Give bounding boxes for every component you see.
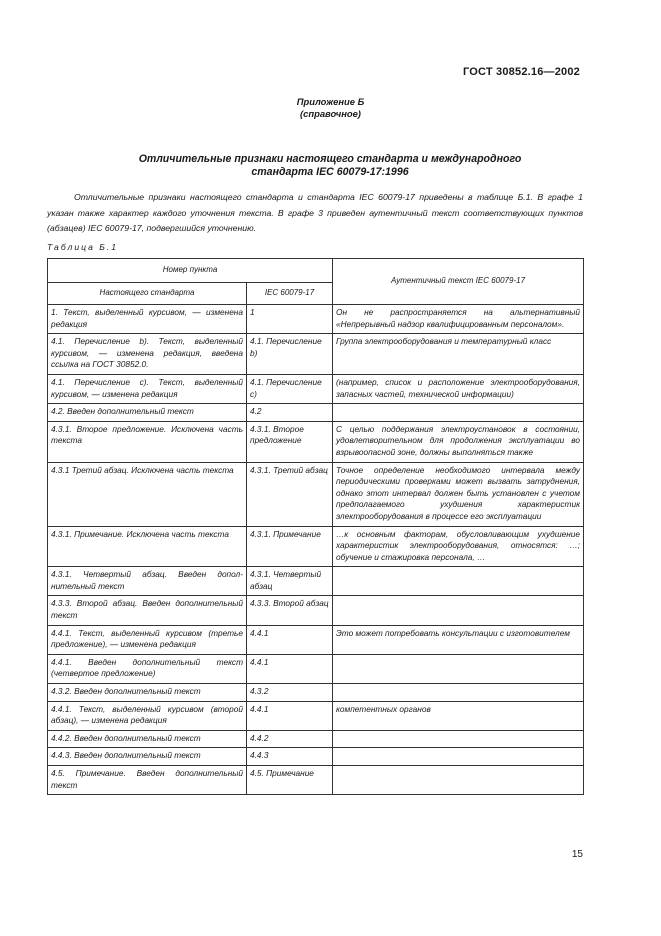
cell-iec-clause: 4.1. Перечисление с) (247, 374, 333, 403)
cell-iec-clause: 1 (247, 305, 333, 334)
cell-authentic-text: компетентных органов (333, 701, 584, 730)
appendix-heading (0, 96, 661, 120)
cell-this-standard: 4.4.1. Текст, выделенный курсивом (второй абзац), — изменена редакция (48, 701, 247, 730)
cell-this-standard: 4.4.1. Текст, выделенный курсивом (третье предложение), — изменена редакция (48, 625, 247, 654)
header-item-number: Номер пункта (48, 259, 333, 283)
cell-authentic-text (333, 654, 584, 683)
cell-authentic-text: Точное определение необходимого интервала между периодическими проверками может вызвать затруднения, однако этот интервал должен быть установлен с учетом предполагаемого ухудшения характеристик электрооборудования в процессе его эксплуатации (333, 462, 584, 526)
cell-this-standard: 4.3.3. Второй абзац. Введен дополнительный текст (48, 596, 247, 625)
table-caption: Таблица Б.1 (47, 242, 119, 252)
cell-iec-clause: 4.3.1. Второе предложение (247, 421, 333, 462)
header-iec: IEC 60079-17 (247, 283, 333, 305)
table-row (48, 701, 584, 730)
table-row (48, 374, 584, 403)
cell-authentic-text (333, 404, 584, 422)
cell-authentic-text: Группа электрооборудования и температурный класс (333, 334, 584, 375)
cell-authentic-text: (например, список и расположение электрооборудования, запасных частей, технической информации) (333, 374, 584, 403)
section-title-line-2: стандарта IEC 60079-17:1996 (251, 166, 409, 178)
header-this-standard: Настоящего стандарта (48, 283, 247, 305)
header-authentic-text: Аутентичный текст IEC 60079-17 (333, 259, 584, 305)
section-title (60, 153, 600, 179)
comparison-table (47, 258, 584, 795)
intro-paragraph: Отличительные признаки настоящего стандарта и стандарта IEC 60079-17 приведены в таблице Б.1. В графе 1 указан также характер каждого уточнения текста. В графе 3 приведен аутентичный текст соответствующих пунктов (абзацев) IEC 60079-17, подвергшийся уточнению. (47, 192, 583, 233)
table-row (48, 654, 584, 683)
appendix-subtitle: (справочное) (300, 108, 361, 119)
cell-iec-clause: 4.1. Перечисление b) (247, 334, 333, 375)
cell-iec-clause: 4.3.1. Третий абзац (247, 462, 333, 526)
table-row (48, 567, 584, 596)
table-row (48, 748, 584, 766)
section-title-line-1: Отличительные признаки настоящего стандарта и международного (138, 153, 522, 165)
table-row (48, 766, 584, 795)
cell-iec-clause: 4.3.2 (247, 684, 333, 702)
cell-authentic-text: …к основным факторам, обусловливающим ухудшение характеристик электрооборудования, относятся: …; обучение и стажировка персонала, … (333, 526, 584, 567)
cell-authentic-text (333, 748, 584, 766)
cell-this-standard: 4.3.1. Второе предложение. Исключена часть текста (48, 421, 247, 462)
document-number: ГОСТ 30852.16—2002 (462, 66, 580, 78)
cell-iec-clause: 4.3.3. Второй абзац (247, 596, 333, 625)
cell-this-standard: 4.1. Перечисление b). Текст, выделенный курсивом, — изменена редакция, введена ссылка на ГОСТ 30852.0. (48, 334, 247, 375)
cell-authentic-text: Он не распространяется на альтернативный «Непрерывный надзор квалифицированным персоналом». (333, 305, 584, 334)
cell-this-standard: 4.5. Примечание. Введен дополнительный текст (48, 766, 247, 795)
table-row (48, 730, 584, 748)
cell-authentic-text: С целью поддержания электроустановок в состоянии, удовлетворительном для продолжения эксплуатации во взрывоопасной зоне, должны выполняться также (333, 421, 584, 462)
cell-this-standard: 4.2. Введен дополнительный текст (48, 404, 247, 422)
table-row (48, 421, 584, 462)
table-row (48, 625, 584, 654)
cell-this-standard: 4.4.2. Введен дополнительный текст (48, 730, 247, 748)
cell-authentic-text (333, 567, 584, 596)
cell-iec-clause: 4.4.1 (247, 625, 333, 654)
table-header-row (48, 259, 584, 283)
cell-iec-clause: 4.4.1 (247, 654, 333, 683)
cell-this-standard: 4.4.3. Введен дополнительный текст (48, 748, 247, 766)
cell-iec-clause: 4.4.1 (247, 701, 333, 730)
cell-this-standard: 4.3.1. Примечание. Исключена часть текста (48, 526, 247, 567)
cell-authentic-text (333, 730, 584, 748)
cell-authentic-text (333, 766, 584, 795)
cell-authentic-text (333, 684, 584, 702)
cell-iec-clause: 4.3.1. Примечание (247, 526, 333, 567)
cell-this-standard: 4.3.1. Четвертый абзац. Введен дополнительный текст (48, 567, 247, 596)
table-row (48, 305, 584, 334)
cell-authentic-text: Это может потребовать консультации с изготовителем (333, 625, 584, 654)
table-row (48, 596, 584, 625)
cell-this-standard: 1. Текст, выделенный курсивом, — изменена редакция (48, 305, 247, 334)
cell-this-standard: 4.3.2. Введен дополнительный текст (48, 684, 247, 702)
cell-iec-clause: 4.2 (247, 404, 333, 422)
table-row (48, 462, 584, 526)
cell-this-standard: 4.3.1 Третий абзац. Исключена часть текста (48, 462, 247, 526)
table-row (48, 334, 584, 375)
page-number: 15 (571, 849, 583, 860)
cell-this-standard: 4.4.1. Введен дополнительный текст (четвертое предложение) (48, 654, 247, 683)
cell-authentic-text (333, 596, 584, 625)
cell-this-standard: 4.1. Перечисление с). Текст, выделенный курсивом, — изменена редакция (48, 374, 247, 403)
table-row (48, 526, 584, 567)
cell-iec-clause: 4.5. Примечание (247, 766, 333, 795)
table-row (48, 404, 584, 422)
cell-iec-clause: 4.4.3 (247, 748, 333, 766)
cell-iec-clause: 4.3.1. Четвертый абзац (247, 567, 333, 596)
appendix-title: Приложение Б (296, 96, 365, 107)
cell-iec-clause: 4.4.2 (247, 730, 333, 748)
table-row (48, 684, 584, 702)
